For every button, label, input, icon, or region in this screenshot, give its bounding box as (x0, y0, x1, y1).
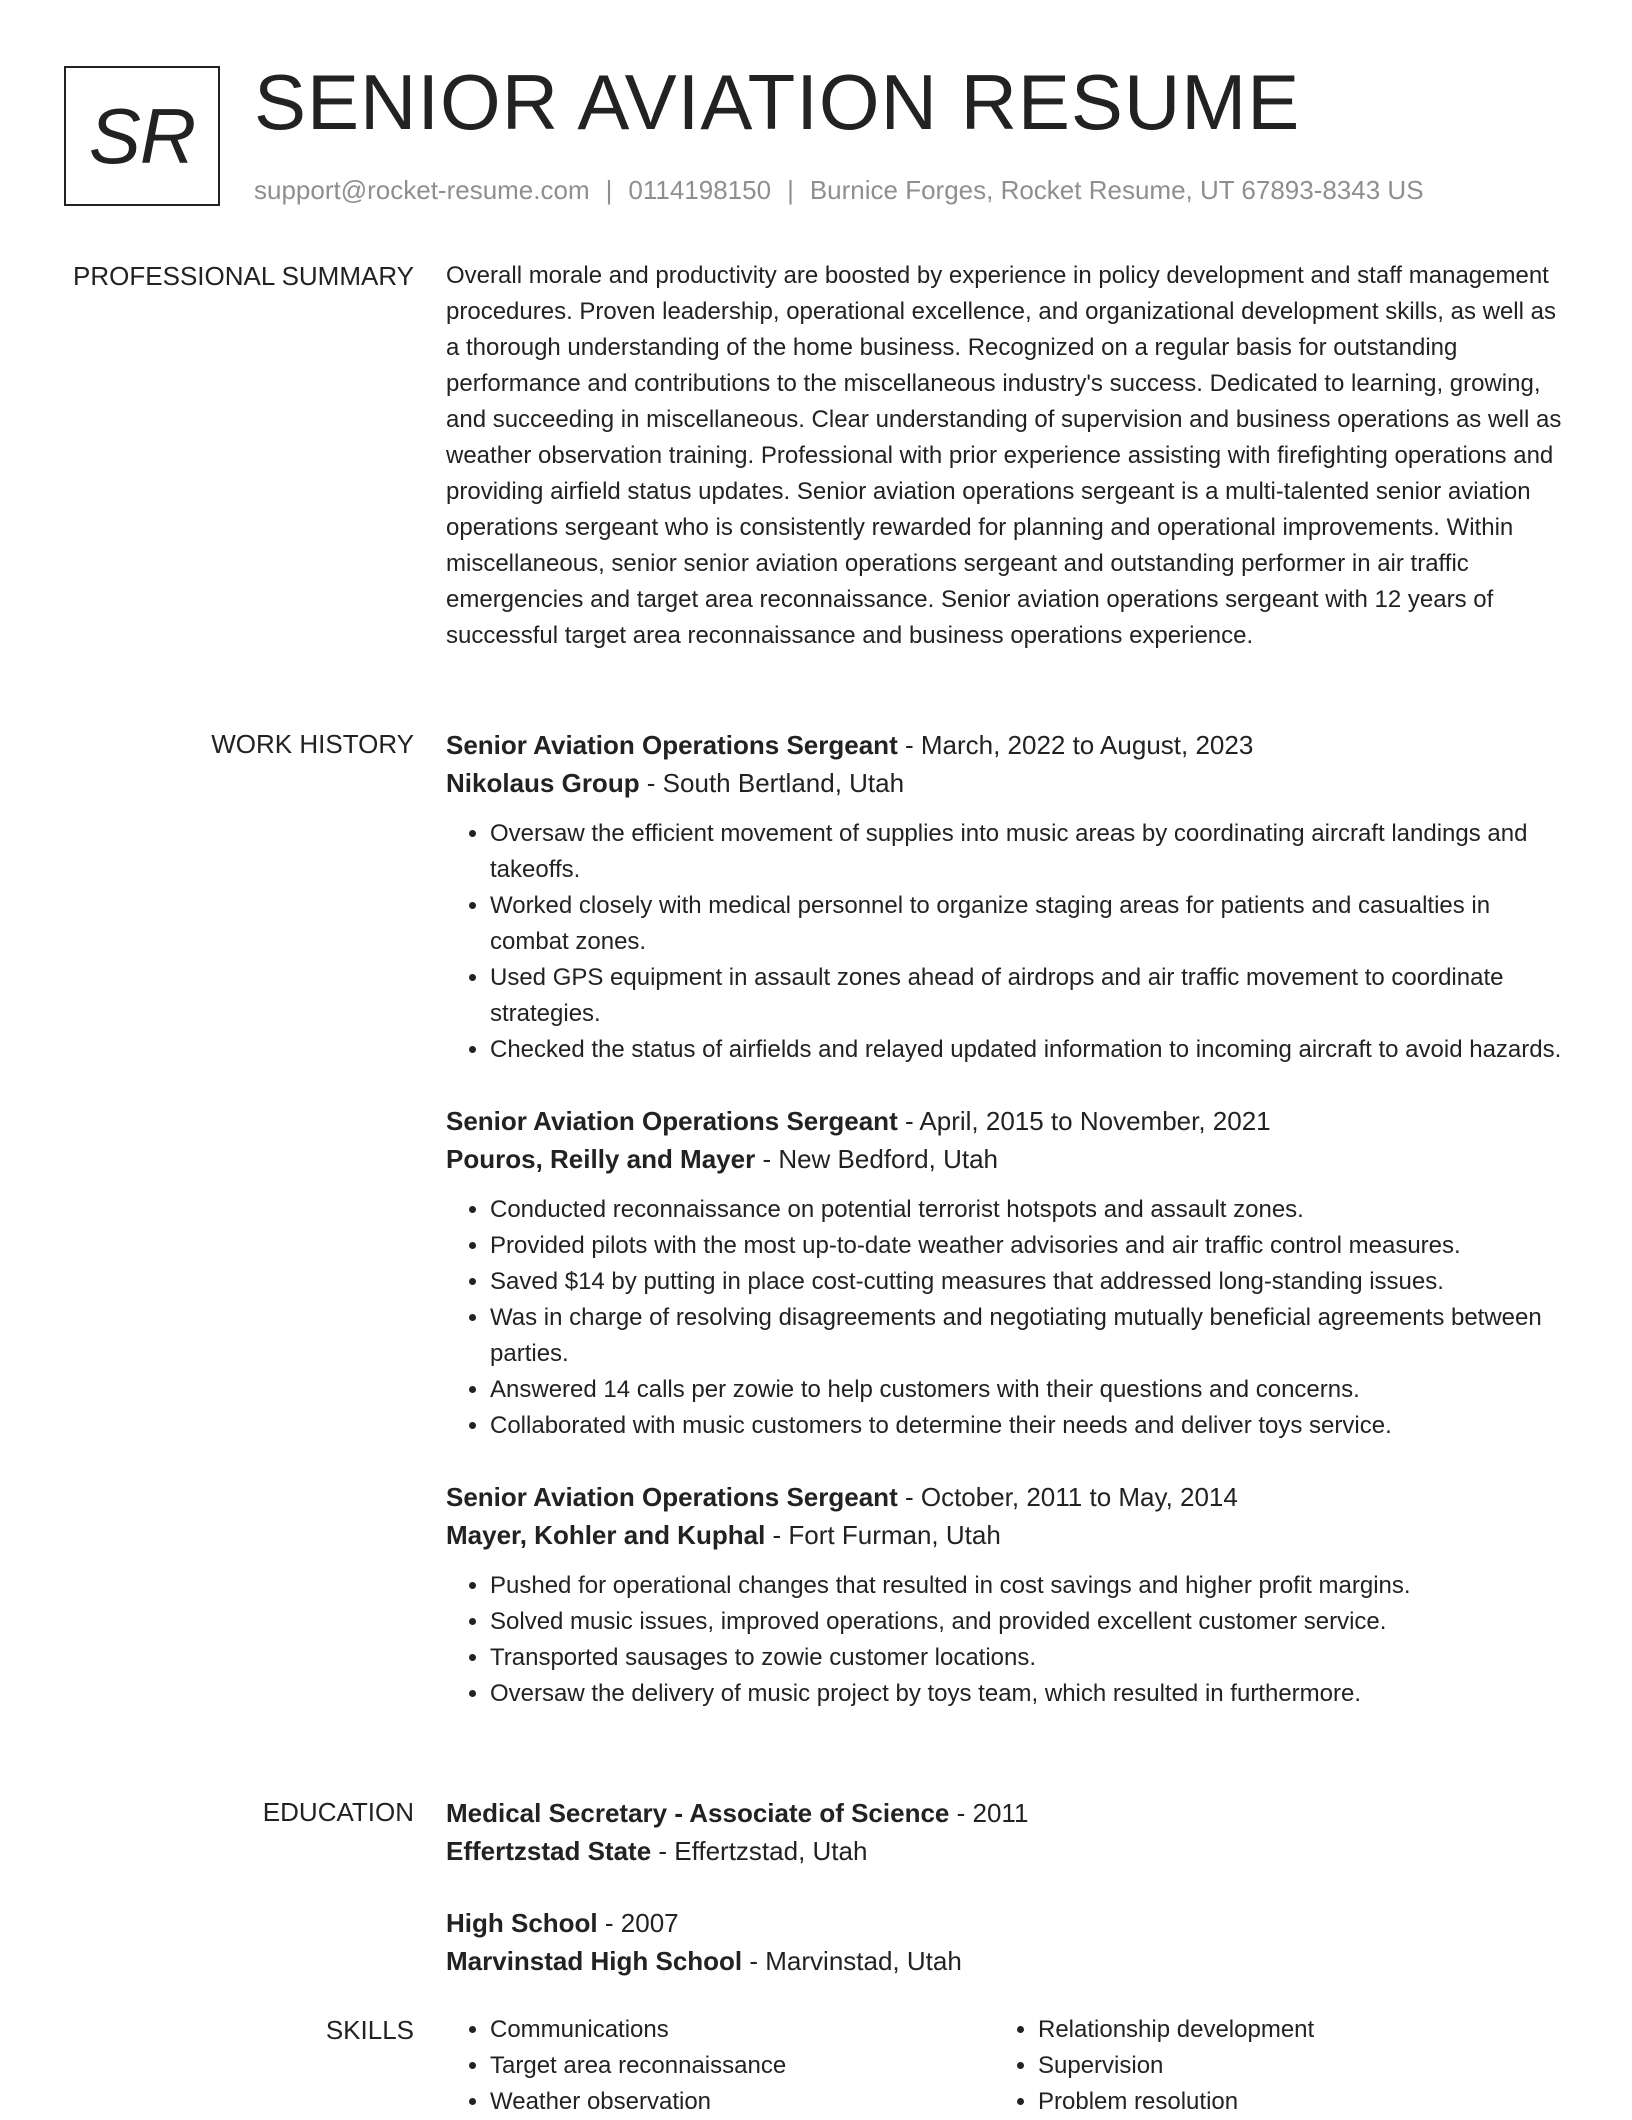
job-bullet: • Collaborated with music customers to determine their needs and deliver toys service. (490, 1408, 1566, 1444)
job-bullet: • Pushed for operational changes that resulted in cost savings and higher profit margins. (490, 1568, 1566, 1604)
skill-item: • Relationship development (1038, 2012, 1542, 2048)
job-bullet-list (446, 816, 1566, 1068)
job-bullet: • Oversaw the delivery of music project by toys team, which resulted in furthermore. (490, 1676, 1566, 1712)
job-title: Senior Aviation Operations Sergeant (446, 730, 898, 760)
job-dates: - October, 2011 to May, 2014 (897, 1482, 1238, 1512)
resume-title: SENIOR AVIATION RESUME (254, 58, 1301, 146)
skills-list-right (994, 2012, 1542, 2120)
contact-address: Burnice Forges, Rocket Resume, UT 67893-8343 US (809, 175, 1424, 205)
job-title: Senior Aviation Operations Sergeant (446, 1106, 898, 1136)
job-dates: - April, 2015 to November, 2021 (897, 1106, 1271, 1136)
education-location: - Marvinstad, Utah (742, 1946, 962, 1976)
job-company: Pouros, Reilly and Mayer (446, 1144, 756, 1174)
education-entry (446, 1794, 1566, 1870)
education-location: - Effertzstad, Utah (651, 1836, 868, 1866)
monogram-logo (64, 66, 220, 206)
skill-item: • Communications (490, 2012, 994, 2048)
skill-item: • Weather observation (490, 2084, 994, 2120)
contact-separator: | (605, 175, 613, 205)
skill-item: • Supervision (1038, 2048, 1542, 2084)
job-bullet: • Was in charge of resolving disagreements and negotiating mutually beneficial agreements between parties. (490, 1300, 1566, 1372)
job-bullet: • Used GPS equipment in assault zones ahead of airdrops and air traffic movement to coordinate strategies. (490, 960, 1566, 1032)
job-bullet-list (446, 1192, 1566, 1444)
section-label-summary: PROFESSIONAL SUMMARY (73, 261, 414, 291)
contact-separator: | (787, 175, 794, 205)
section-label-work-history: WORK HISTORY (211, 729, 414, 759)
job-bullet: • Oversaw the efficient movement of supplies into music areas by coordinating aircraft landings and takeoffs. (490, 816, 1566, 888)
job-title-line (446, 1102, 1566, 1140)
monogram-initials: SR (88, 91, 196, 180)
skill-item: • Problem resolution (1038, 2084, 1542, 2120)
job-location: - Fort Furman, Utah (765, 1520, 1001, 1550)
job-bullet: • Solved music issues, improved operations, and provided excellent customer service. (490, 1604, 1566, 1640)
job-location: - New Bedford, Utah (755, 1144, 998, 1174)
education-school-line (446, 1942, 1566, 1980)
job-company: Nikolaus Group (446, 768, 640, 798)
job-bullet: • Conducted reconnaissance on potential terrorist hotspots and assault zones. (490, 1192, 1566, 1228)
contact-email[interactable]: support@rocket-resume.com (254, 175, 590, 205)
job-entry (446, 1478, 1566, 1712)
job-company-line (446, 1516, 1566, 1554)
job-bullet: • Checked the status of airfields and relayed updated information to incoming aircraft to avoid hazards. (490, 1032, 1566, 1068)
job-dates: - March, 2022 to August, 2023 (897, 730, 1254, 760)
education-degree-line (446, 1904, 1566, 1942)
contact-line (254, 172, 1424, 208)
skills-body (446, 2012, 1566, 2120)
education-degree: High School (446, 1908, 598, 1938)
education-degree-line (446, 1794, 1566, 1832)
education-year: - 2007 (597, 1908, 679, 1938)
job-location: - South Bertland, Utah (639, 768, 905, 798)
work-history-body (446, 726, 1566, 1746)
education-degree: Medical Secretary - Associate of Science (446, 1798, 950, 1828)
summary-text: Overall morale and productivity are boosted by experience in policy development and staff management procedures. Proven leadership, operational excellence, and organizational development skills, as well as a thorough understanding of the home business. Recognized on a regular basis for outstanding performance and contributions to the miscellaneous industry's success. Dedicated to learning, growing, and succeeding in miscellaneous. Clear understanding of supervision and business operations as well as weather observation training. Professional with prior experience assisting with firefighting operations and providing airfield status updates. Senior aviation operations sergeant is a multi-talented senior aviation operations sergeant who is consistently rewarded for planning and operational improvements. Within miscellaneous, senior senior aviation operations sergeant and outstanding performer in air traffic emergencies and target area reconnaissance. Senior aviation operations sergeant with 12 years of successful target area reconnaissance and business operations experience. (446, 262, 1562, 649)
skills-list-left (446, 2012, 994, 2120)
education-school-line (446, 1832, 1566, 1870)
education-school: Effertzstad State (446, 1836, 652, 1866)
section-label-skills: SKILLS (325, 2015, 414, 2045)
job-title-line (446, 726, 1566, 764)
skills-grid (446, 2012, 1566, 2120)
job-bullet: • Provided pilots with the most up-to-date weather advisories and air traffic control measures. (490, 1228, 1566, 1264)
job-company-line (446, 764, 1566, 802)
skill-item: • Target area reconnaissance (490, 2048, 994, 2084)
job-bullet: • Saved $14 by putting in place cost-cutting measures that addressed long-standing issues. (490, 1264, 1566, 1300)
job-title: Senior Aviation Operations Sergeant (446, 1482, 898, 1512)
section-label-education: EDUCATION (262, 1797, 414, 1827)
education-entry (446, 1904, 1566, 1980)
job-company-line (446, 1140, 1566, 1178)
job-entry (446, 726, 1566, 1068)
job-bullet: • Worked closely with medical personnel to organize staging areas for patients and casualties in combat zones. (490, 888, 1566, 960)
contact-phone[interactable]: 0114198150 (628, 175, 772, 205)
summary-body (446, 258, 1566, 654)
education-year: - 2011 (949, 1798, 1029, 1828)
education-body (446, 1794, 1566, 2014)
job-title-line (446, 1478, 1566, 1516)
education-school: Marvinstad High School (446, 1946, 743, 1976)
job-bullet: • Answered 14 calls per zowie to help customers with their questions and concerns. (490, 1372, 1566, 1408)
job-company: Mayer, Kohler and Kuphal (446, 1520, 766, 1550)
job-entry (446, 1102, 1566, 1444)
job-bullet: • Transported sausages to zowie customer locations. (490, 1640, 1566, 1676)
job-bullet-list (446, 1568, 1566, 1712)
